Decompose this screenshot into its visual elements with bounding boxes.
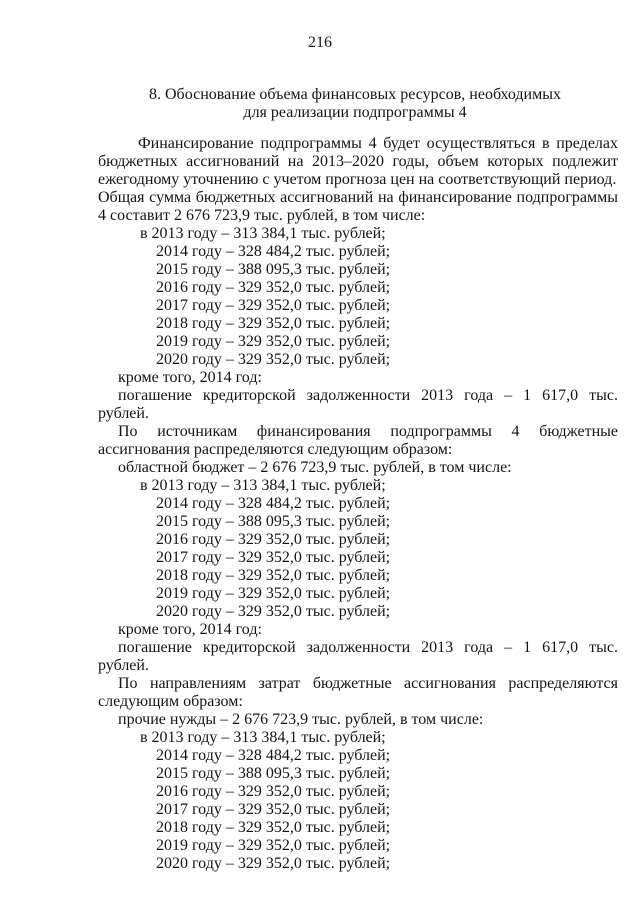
year-line: 2020 году – 329 352,0 тыс. рублей; [156,855,391,872]
year-line: 2018 году – 329 352,0 тыс. рублей; [156,567,391,584]
year-line: 2016 году – 329 352,0 тыс. рублей; [156,279,391,296]
heading-line-1: 8. Обоснование объема финансовых ресурсов, необходимых [149,86,561,103]
funding-sources-intro: По источникам финансирования подпрограммы 4 бюджетные [118,423,618,440]
year-line: 2014 году – 328 484,2 тыс. рублей; [156,495,391,512]
year-line: 2014 году – 328 484,2 тыс. рублей; [156,747,391,764]
year-line: 2018 году – 329 352,0 тыс. рублей; [156,315,391,332]
year-line: 2017 году – 329 352,0 тыс. рублей; [156,297,391,314]
debt-repayment-line: погашение кредиторской задолженности 2013 года – 1 617,0 тыс. [118,639,618,656]
year-line: в 2013 году – 313 384,1 тыс. рублей; [140,729,386,746]
regional-budget-line: областной бюджет – 2 676 723,9 тыс. рублей, в том числе: [118,459,512,476]
year-line: 2014 году – 328 484,2 тыс. рублей; [156,243,391,260]
section-heading [92,86,618,122]
debt-repayment-line: погашение кредиторской задолженности 2013 года – 1 617,0 тыс. [118,387,618,404]
funding-sources-intro-continuation: ассигнования распределяются следующим образом: [98,441,453,458]
document-body [98,135,618,873]
heading-line-2: для реализации подпрограммы 4 [243,104,467,121]
year-line: 2016 году – 329 352,0 тыс. рублей; [156,783,391,800]
total-amount-paragraph: Общая сумма бюджетных ассигнований на финансирование подпрограммы 4 составит 2 676 723,9 тыс. рублей, в том числе: [98,189,618,224]
year-line: 2015 году – 388 095,3 тыс. рублей; [156,513,391,530]
year-line: 2017 году – 329 352,0 тыс. рублей; [156,801,391,818]
other-needs-line: прочие нужды – 2 676 723,9 тыс. рублей, в том числе: [118,711,484,728]
page-number: 216 [308,34,332,51]
year-line: 2020 году – 329 352,0 тыс. рублей; [156,603,391,620]
year-line: 2016 году – 329 352,0 тыс. рублей; [156,531,391,548]
year-line: 2019 году – 329 352,0 тыс. рублей; [156,333,391,350]
year-line: 2019 году – 329 352,0 тыс. рублей; [156,585,391,602]
expense-directions-intro-continuation: следующим образом: [98,693,243,710]
year-line: 2015 году – 388 095,3 тыс. рублей; [156,261,391,278]
year-line: 2018 году – 329 352,0 тыс. рублей; [156,819,391,836]
year-line: в 2013 году – 313 384,1 тыс. рублей; [140,477,386,494]
year-line: 2017 году – 329 352,0 тыс. рублей; [156,549,391,566]
besides-line: кроме того, 2014 год: [118,369,262,386]
debt-repayment-continuation: рублей. [98,657,149,674]
debt-repayment-continuation: рублей. [98,405,149,422]
year-line: 2019 году – 329 352,0 тыс. рублей; [156,837,391,854]
year-line: 2015 году – 388 095,3 тыс. рублей; [156,765,391,782]
year-line: в 2013 году – 313 384,1 тыс. рублей; [140,225,386,242]
financing-intro-paragraph: Финансирование подпрограммы 4 будет осуществляться в пределах бюджетных ассигнований на 2013–2020 годы, объем которых подлежит ежегодному уточнению с учетом прогноза цен на соответствующий период. [98,135,618,188]
year-line: 2020 году – 329 352,0 тыс. рублей; [156,351,391,368]
besides-line: кроме того, 2014 год: [118,621,262,638]
expense-directions-intro: По направлениям затрат бюджетные ассигнования распределяются [118,675,618,692]
